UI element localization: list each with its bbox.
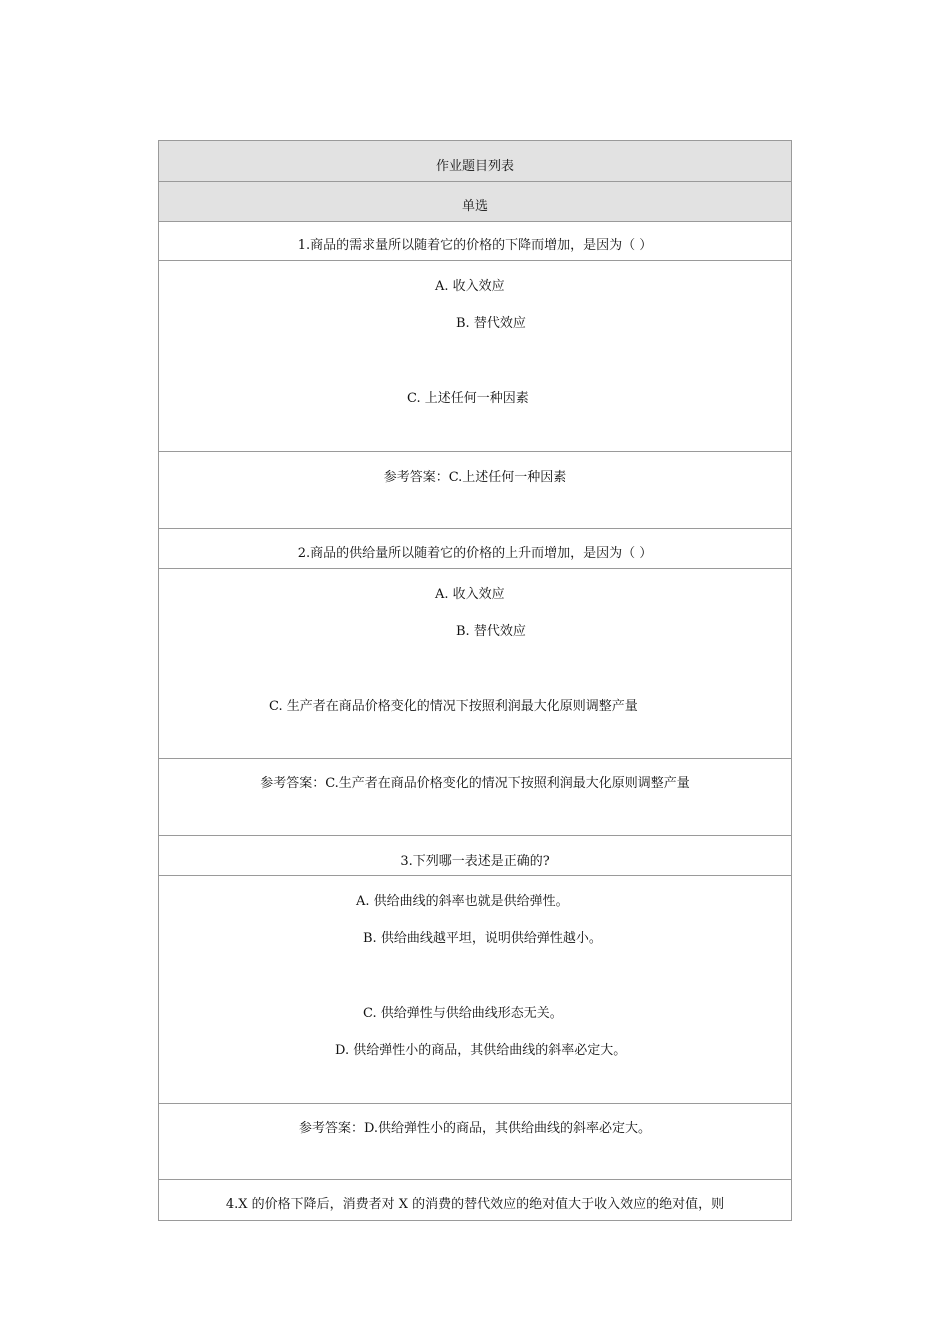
- option-d: D. 供给弹性小的商品，其供给曲线的斜率必定大。: [335, 1043, 627, 1058]
- table-title-row: [159, 141, 791, 182]
- option-a: A. 收入效应: [435, 279, 505, 294]
- answer-row: [159, 452, 791, 529]
- question-text: 3.下列哪一表述是正确的?: [400, 854, 550, 869]
- question-row: [159, 1180, 791, 1220]
- question-row: [159, 222, 791, 261]
- answer-text: 参考答案：D.供给弹性小的商品，其供给曲线的斜率必定大。: [298, 1121, 652, 1136]
- question-row: [159, 836, 791, 876]
- table-title: 作业题目列表: [435, 159, 514, 174]
- answer-text: 参考答案：C.生产者在商品价格变化的情况下按照利润最大化原则调整产量: [260, 776, 690, 791]
- options-row: [159, 876, 791, 1104]
- option-c: C. 供给弹性与供给曲线形态无关。: [363, 1006, 563, 1021]
- option-c: C. 生产者在商品价格变化的情况下按照利润最大化原则调整产量: [269, 699, 638, 714]
- question-text: 1.商品的需求量所以随着它的价格的下降而增加，是因为（ ）: [297, 238, 653, 253]
- question-row: [159, 529, 791, 569]
- option-b: B. 替代效应: [456, 316, 526, 331]
- option-c: C. 上述任何一种因素: [407, 391, 529, 406]
- answer-text: 参考答案：C.上述任何一种因素: [383, 470, 567, 485]
- options-row: [159, 569, 791, 759]
- answer-row: [159, 1104, 791, 1180]
- option-a: A. 供给曲线的斜率也就是供给弹性。: [356, 894, 569, 909]
- section-row: [159, 182, 791, 222]
- section-label: 单选: [461, 199, 488, 214]
- answer-row: [159, 759, 791, 836]
- option-b: B. 替代效应: [456, 624, 526, 639]
- question-text: 2.商品的供给量所以随着它的价格的上升而增加，是因为（ ）: [297, 546, 653, 561]
- option-b: B. 供给曲线越平坦，说明供给弹性越小。: [363, 931, 602, 946]
- options-row: [159, 261, 791, 452]
- question-text: 4.X 的价格下降后，消费者对 X 的消费的替代效应的绝对值大于收入效应的绝对值，则: [225, 1197, 725, 1212]
- option-a: A. 收入效应: [435, 587, 505, 602]
- homework-table: [158, 140, 792, 1221]
